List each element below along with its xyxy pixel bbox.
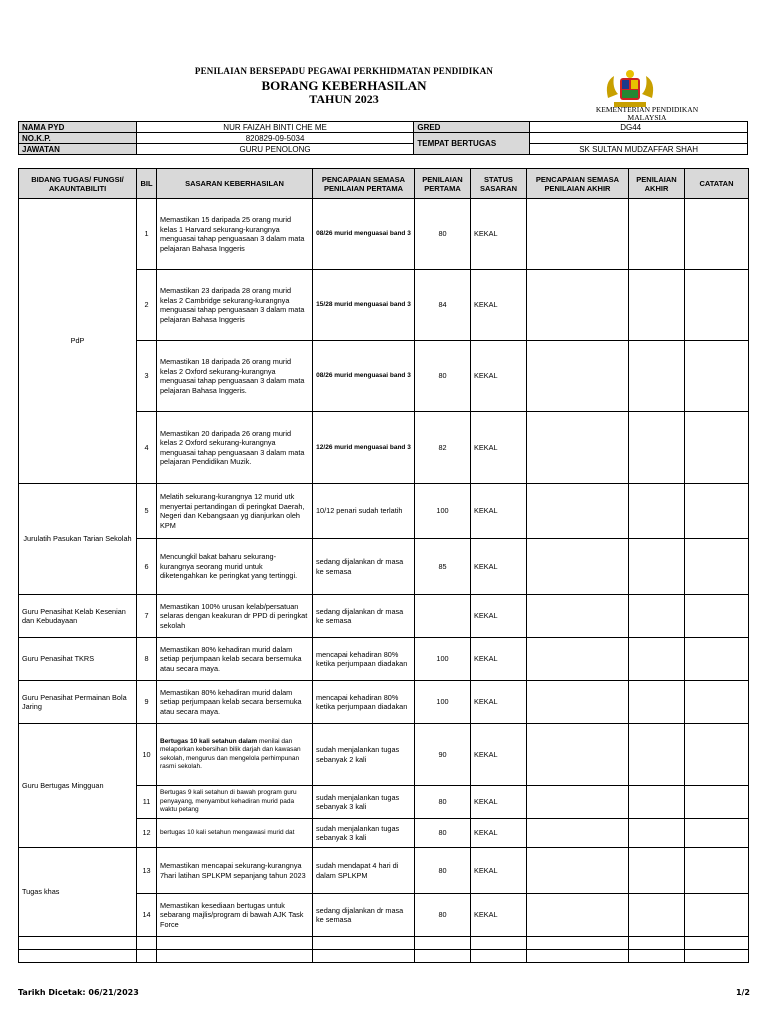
status-cell: KEKAL bbox=[471, 724, 527, 786]
jawatan-value: GURU PENOLONG bbox=[136, 144, 414, 155]
penilaian-cell: 85 bbox=[415, 539, 471, 595]
pencapaian-cell: sudah menjalankan tugas sebanyak 3 kali bbox=[313, 786, 415, 819]
sasaran-cell: Melatih sekurang-kurangnya 12 murid utk menyertai pertandingan di peringkat Daerah, Negeri dan Kebangsaan yg dianjurkan oleh KPM bbox=[157, 484, 313, 539]
penilaian-cell: 100 bbox=[415, 484, 471, 539]
penilaian-cell: 80 bbox=[415, 894, 471, 937]
sasaran-cell: Memastikan mencapai sekurang-kurangnya 7hari latihan SPLKPM sepanjang tahun 2023 bbox=[157, 848, 313, 894]
status-cell: KEKAL bbox=[471, 412, 527, 484]
table-row bbox=[19, 638, 749, 681]
col-penilaian1: PENILAIAN PERTAMA bbox=[415, 169, 471, 199]
bidang-cell: Tugas khas bbox=[19, 848, 137, 937]
status-cell: KEKAL bbox=[471, 638, 527, 681]
status-cell: KEKAL bbox=[471, 595, 527, 638]
tempat-label: TEMPAT BERTUGAS bbox=[414, 133, 530, 155]
penilaian-cell: 82 bbox=[415, 412, 471, 484]
pencapaian-cell: sudah menjalankan tugas sebanyak 3 kali bbox=[313, 819, 415, 848]
sasaran-cell: Memastikan 23 daripada 28 orang murid kelas 2 Cambridge sekurang-kurangnya menguasai tahap penguasaan 3 dalam mata pelajaran Bahasa Inggeris bbox=[157, 270, 313, 341]
sasaran-cell: Memastikan 80% kehadiran murid dalam setiap perjumpaan kelab secara bersemuka atau secara maya. bbox=[157, 638, 313, 681]
bidang-cell: Guru Bertugas Mingguan bbox=[19, 724, 137, 848]
penilaian-cell: 100 bbox=[415, 638, 471, 681]
nokp-label: NO.K.P. bbox=[19, 133, 137, 144]
status-cell: KEKAL bbox=[471, 681, 527, 724]
bil-cell: 13 bbox=[137, 848, 157, 894]
bil-cell: 2 bbox=[137, 270, 157, 341]
sasaran-cell: Memastikan kesediaan bertugas untuk sebarang majlis/program di bawah AJK Task Force bbox=[157, 894, 313, 937]
sasaran-cell: Memastikan 20 daripada 26 orang murid kelas 2 Oxford sekurang-kurangnya menguasai tahap penguasaan 3 dalam mata pelajaran Pendidikan Muzik. bbox=[157, 412, 313, 484]
status-cell: KEKAL bbox=[471, 341, 527, 412]
table-row bbox=[19, 724, 749, 786]
pencapaian-cell: sedang dijalankan dr masa ke semasa bbox=[313, 894, 415, 937]
bil-cell: 4 bbox=[137, 412, 157, 484]
sasaran-cell: Memastikan 18 daripada 26 orang murid kelas 2 Oxford sekurang-kurangnya menguasai tahap penguasaan 3 dalam mata pelajaran Bahasa Inggeris. bbox=[157, 341, 313, 412]
sasaran-cell: Memastikan 100% urusan kelab/persatuan selaras dengan keakuran dr PPD di peringkat sekolah bbox=[157, 595, 313, 638]
bil-cell: 12 bbox=[137, 819, 157, 848]
penilaian-cell: 80 bbox=[415, 199, 471, 270]
table-row bbox=[19, 848, 749, 894]
status-cell: KEKAL bbox=[471, 894, 527, 937]
bil-cell: 3 bbox=[137, 341, 157, 412]
pencapaian-cell: sudah menjalankan tugas sebanyak 2 kali bbox=[313, 724, 415, 786]
nama-label: NAMA PYD bbox=[19, 122, 137, 133]
form-year: TAHUN 2023 bbox=[309, 92, 379, 106]
sasaran-cell: Bertugas 9 kali setahun di bawah program guru penyayang, menyambut kehadiran murid pada waktu petang bbox=[157, 786, 313, 819]
bil-cell: 6 bbox=[137, 539, 157, 595]
status-cell: KEKAL bbox=[471, 199, 527, 270]
pencapaian-cell: mencapai kehadiran 80% ketika perjumpaan diadakan bbox=[313, 638, 415, 681]
status-cell: KEKAL bbox=[471, 848, 527, 894]
col-sasaran: SASARAN KEBERHASILAN bbox=[157, 169, 313, 199]
penilaian-cell: 80 bbox=[415, 341, 471, 412]
sasaran-bold-text: Bertugas 10 kali setahun dalam bbox=[160, 737, 258, 745]
sasaran-text: menilai dan melaporkan kebersihan bilik darjah dan kawasan sekolah, mengurus dan mengelola perhimpunan rasmi sekolah. bbox=[160, 737, 301, 770]
form-header-line1: PENILAIAN BERSEPADU PEGAWAI PERKHIDMATAN PENDIDIKAN bbox=[194, 66, 494, 76]
sasaran-cell bbox=[157, 724, 313, 786]
pencapaian-cell: sedang dijalankan dr masa ke semasa bbox=[313, 595, 415, 638]
tempat-value: SK SULTAN MUDZAFFAR SHAH bbox=[530, 144, 748, 155]
status-cell: KEKAL bbox=[471, 270, 527, 341]
table-row bbox=[19, 937, 749, 950]
col-catatan: CATATAN bbox=[685, 169, 749, 199]
pencapaian-cell: mencapai kehadiran 80% ketika perjumpaan diadakan bbox=[313, 681, 415, 724]
col-penilaian2: PENILAIAN AKHIR bbox=[629, 169, 685, 199]
status-cell: KEKAL bbox=[471, 819, 527, 848]
bil-cell: 14 bbox=[137, 894, 157, 937]
nama-value: NUR FAIZAH BINTI CHE ME bbox=[136, 122, 414, 133]
bil-cell: 11 bbox=[137, 786, 157, 819]
penilaian-cell: 80 bbox=[415, 848, 471, 894]
bil-cell: 5 bbox=[137, 484, 157, 539]
bidang-cell: Guru Penasihat Permainan Bola Jaring bbox=[19, 681, 137, 724]
penilaian-cell bbox=[415, 595, 471, 638]
penilaian-cell: 100 bbox=[415, 681, 471, 724]
pencapaian-cell: sudah mendapat 4 hari di dalam SPLKPM bbox=[313, 848, 415, 894]
status-cell: KEKAL bbox=[471, 786, 527, 819]
ministry-name: KEMENTERIAN PENDIDIKAN MALAYSIA bbox=[595, 105, 699, 122]
form-title: BORANG KEBERHASILAN bbox=[261, 78, 427, 93]
bidang-cell: PdP bbox=[19, 199, 137, 484]
keberhasilan-table bbox=[18, 168, 749, 963]
bil-cell: 7 bbox=[137, 595, 157, 638]
penilaian-cell: 90 bbox=[415, 724, 471, 786]
pencapaian-cell: 08/26 murid menguasai band 3 bbox=[313, 199, 415, 270]
table-row bbox=[19, 484, 749, 539]
sasaran-cell: bertugas 10 kali setahun mengawasi murid dat bbox=[157, 819, 313, 848]
bil-cell: 1 bbox=[137, 199, 157, 270]
status-cell: KEKAL bbox=[471, 484, 527, 539]
sasaran-cell: Memastikan 15 daripada 25 orang murid kelas 1 Harvard sekurang-kurangnya menguasai tahap penguasaan 3 dalam mata pelajaran Bahasa Inggeris bbox=[157, 199, 313, 270]
table-row bbox=[19, 595, 749, 638]
pyd-info-table bbox=[18, 121, 748, 155]
status-cell: KEKAL bbox=[471, 539, 527, 595]
penilaian-cell: 80 bbox=[415, 786, 471, 819]
bil-cell: 9 bbox=[137, 681, 157, 724]
col-pencapaian2: PENCAPAIAN SEMASA PENILAIAN AKHIR bbox=[527, 169, 629, 199]
tempat-blank bbox=[530, 133, 748, 144]
pencapaian-cell: 12/26 murid menguasai band 3 bbox=[313, 412, 415, 484]
gred-value: DG44 bbox=[530, 122, 748, 133]
bil-cell: 8 bbox=[137, 638, 157, 681]
col-pencapaian1: PENCAPAIAN SEMASA PENILAIAN PERTAMA bbox=[313, 169, 415, 199]
table-row bbox=[19, 950, 749, 963]
bidang-cell: Guru Penasihat TKRS bbox=[19, 638, 137, 681]
pencapaian-cell: 10/12 penari sudah terlatih bbox=[313, 484, 415, 539]
col-status: STATUS SASARAN bbox=[471, 169, 527, 199]
sasaran-cell: Mencungkil bakat baharu sekurang-kurangnya seorang murid untuk diketengahkan ke peringkat yang tertinggi. bbox=[157, 539, 313, 595]
table-row bbox=[19, 681, 749, 724]
jawatan-label: JAWATAN bbox=[19, 144, 137, 155]
table-row bbox=[19, 199, 749, 270]
penilaian-cell: 84 bbox=[415, 270, 471, 341]
pencapaian-cell: 08/26 murid menguasai band 3 bbox=[313, 341, 415, 412]
pencapaian-cell: 15/28 murid menguasai band 3 bbox=[313, 270, 415, 341]
print-date: Tarikh Dicetak: 06/21/2023 bbox=[18, 988, 139, 997]
pencapaian-cell: sedang dijalankan dr masa ke semasa bbox=[313, 539, 415, 595]
page-number: 1/2 bbox=[735, 988, 750, 997]
penilaian-cell: 80 bbox=[415, 819, 471, 848]
col-bidang: BIDANG TUGAS/ FUNGSI/ AKAUNTABILITI bbox=[19, 169, 137, 199]
sasaran-cell: Memastikan 80% kehadiran murid dalam setiap perjumpaan kelab secara bersemuka atau secara maya. bbox=[157, 681, 313, 724]
bil-cell: 10 bbox=[137, 724, 157, 786]
bidang-cell: Guru Penasihat Kelab Kesenian dan Kebudayaan bbox=[19, 595, 137, 638]
bidang-cell: Jurulatih Pasukan Tarian Sekolah bbox=[19, 484, 137, 595]
gred-label: GRED bbox=[414, 122, 530, 133]
col-bil: BIL bbox=[137, 169, 157, 199]
nokp-value: 820829-09-5034 bbox=[136, 133, 414, 144]
